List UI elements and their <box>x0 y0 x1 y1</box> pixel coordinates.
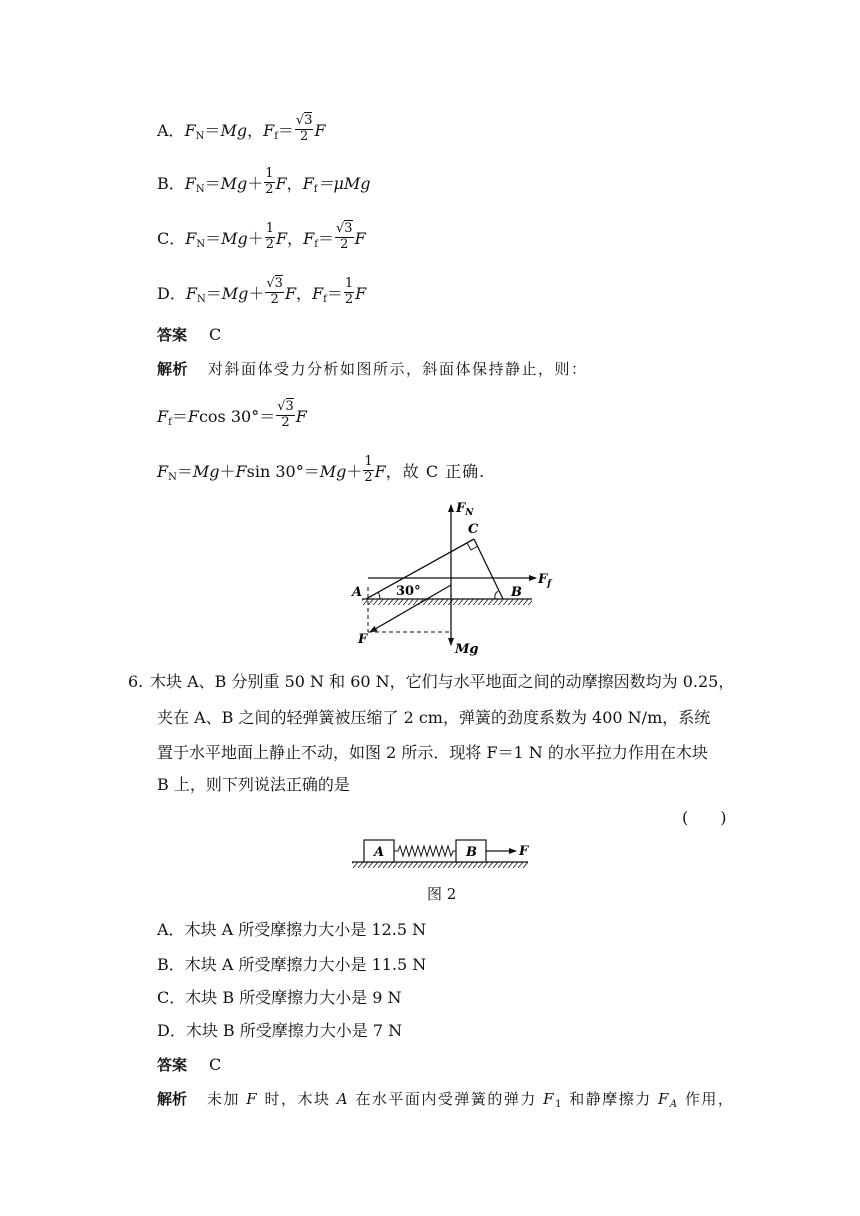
label-mg: Mg <box>455 642 479 657</box>
question-6-line-1: 木块 A、B 分别重 50 N 和 60 N，它们与水平地面之间的动摩擦因数均为 0.25， <box>150 672 735 691</box>
option-d: D．木块 B 所受摩擦力大小是 7 N <box>157 1021 403 1040</box>
label-ff: $F_f$ <box>538 572 552 589</box>
option-c: C．木块 B 所受摩擦力大小是 9 N <box>157 988 402 1007</box>
question-6-line-4: B 上，则下列说法正确的是 <box>157 775 350 794</box>
fraction-one-half: $\frac{1}{2}$ <box>344 276 354 307</box>
question-6-line-2: 夹在 A、B 之间的轻弹簧被压缩了 2 cm，弹簧的劲度系数为 400 N/m，系统 <box>157 708 711 727</box>
angle-arc-b <box>495 591 498 599</box>
answer-value: C <box>209 325 222 344</box>
analysis-label: 解析 <box>157 1090 188 1108</box>
label-force-f: F <box>519 844 529 859</box>
option-b-prev: B．$F_N=Mg+$ $\frac{1}{2}$ F，$F_f=\mu Mg$ <box>157 166 371 197</box>
answer-bracket: ( ) <box>682 808 727 827</box>
question-6-line-3: 置于水平地面上静止不动，如图 2 所示．现将 F＝1 N 的水平拉力作用在木块 <box>157 743 708 762</box>
fraction-sqrt3-over-2: $\frac{√3}{2}$ <box>336 221 353 252</box>
option-a: A．木块 A 所受摩擦力大小是 12.5 N <box>157 920 427 939</box>
label-b: B <box>511 585 522 600</box>
fraction-sqrt3-over-2: $\frac{√3}{2}$ <box>266 276 283 307</box>
angle-arc-a <box>378 592 380 599</box>
analysis-text: 对斜面体受力分析如图所示，斜面体保持静止，则： <box>208 360 588 378</box>
ground-hatch <box>362 599 532 605</box>
fraction-sqrt3-over-2: $\frac{√3}{2}$ <box>295 113 313 144</box>
option-c-prev: C．$F_N=Mg+$ $\frac{1}{2}$ F，$F_f=$ $\frac{√3}{2}$ F <box>157 221 366 252</box>
answer-row-1 <box>157 325 221 346</box>
answer-label: 答案 <box>157 1056 188 1074</box>
label-block-a: A <box>374 845 385 860</box>
ground-hatch <box>352 862 528 868</box>
label-c: C <box>468 522 479 537</box>
analysis-row-2: 解析 未加 F 时，木块 A 在水平面内受弹簧的弹力 $F_1$ 和静摩擦力 $F_A$ 作用， <box>157 1090 735 1110</box>
analysis-label: 解析 <box>157 360 189 378</box>
label-fn: $F_N$ <box>456 501 474 518</box>
spring-blocks-diagram <box>348 832 538 872</box>
equation-friction: $F_f=Fcos$ 30°＝ $\frac{√3}{2}$ F <box>157 399 307 430</box>
label-block-b: B <box>466 845 477 860</box>
option-b: B．木块 A 所受摩擦力大小是 11.5 N <box>157 955 427 974</box>
force-diagram <box>340 495 570 660</box>
equation-normal: $F_N=Mg+Fsin$ 30°＝Mg＋ $\frac{1}{2}$ F，故 C 正确. <box>157 454 486 485</box>
fraction-one-half: $\frac{1}{2}$ <box>265 166 274 197</box>
answer-row-2 <box>157 1055 221 1076</box>
label-f: F <box>358 632 368 647</box>
figure-2-caption: 图 2 <box>427 885 457 903</box>
answer-label: 答案 <box>157 326 188 344</box>
answer-value: C <box>209 1055 222 1074</box>
fraction-one-half: $\frac{1}{2}$ <box>265 221 275 252</box>
option-a-prev: A．$F_N=Mg$，$F_f=$ $\frac{√3}{2}$ F <box>157 113 326 144</box>
analysis-row-1 <box>157 359 588 380</box>
incline-side <box>474 539 503 599</box>
spring <box>394 846 456 856</box>
label-angle: 30° <box>396 584 421 599</box>
fraction-sqrt3-over-2: $\frac{√3}{2}$ <box>277 399 294 430</box>
label-a: A <box>352 585 363 600</box>
question-6-number: 6. <box>128 672 144 691</box>
fraction-one-half: $\frac{1}{2}$ <box>364 454 373 485</box>
option-d-prev: D．$F_N=Mg+$ $\frac{√3}{2}$ F，$F_f=$ $\frac{1}{2}$ F <box>157 276 367 307</box>
